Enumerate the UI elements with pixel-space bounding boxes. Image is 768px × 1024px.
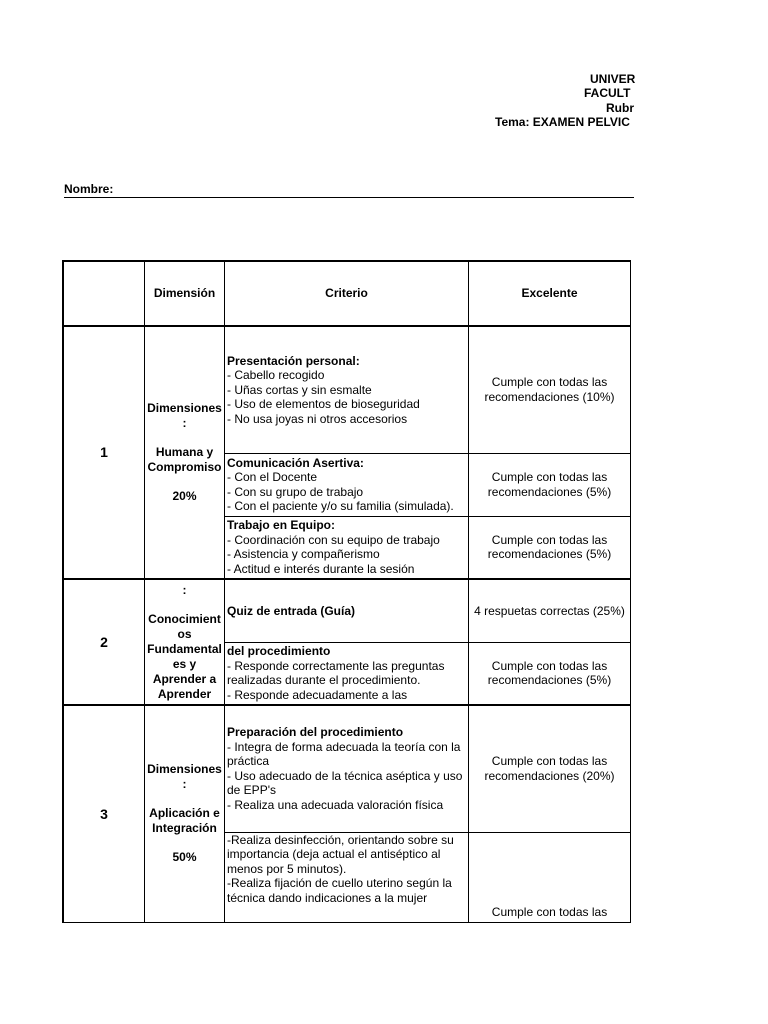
criterio-cell (225, 516, 469, 579)
criterio-title: Trabajo en Equipo: (227, 518, 336, 533)
criterio-cell (225, 642, 469, 705)
rubric-table (62, 260, 631, 923)
dimension-line: Fundamental (147, 641, 222, 656)
group-number: 3 (63, 705, 145, 922)
dimension-line: : (182, 777, 187, 792)
excelente-cell: Cumple con todas las (469, 832, 631, 922)
criterio-item: -Realiza desinfección, orientando sobre su importancia (deja actual el antiséptico al menos por 5 minutos). (227, 832, 454, 876)
group-number: 2 (63, 579, 145, 705)
dimension-line: Conocimient (148, 611, 221, 626)
criterio-item: - Integra de forma adecuada la teoría con la práctica (227, 739, 461, 769)
header-dimension: Dimensión (145, 261, 225, 326)
criterio-item: - Con su grupo de trabajo (227, 484, 364, 499)
excelente-cell: Cumple con todas las recomendaciones (20%) (469, 705, 631, 832)
dimension-percent: 50% (172, 850, 197, 865)
dimension-line: os (177, 626, 192, 641)
dimension-line: es y (172, 656, 197, 671)
criterio-title: del procedimiento (227, 644, 331, 659)
criterio-item: - Asistencia y compañerismo (227, 547, 380, 562)
table-row (63, 705, 631, 832)
criterio-item: - Responde correctamente las preguntas realizadas durante el procedimiento. (227, 658, 445, 688)
nombre-label: Nombre: (64, 182, 114, 196)
group-dimension (145, 579, 225, 705)
excelente-cell: Cumple con todas las recomendaciones (5%) (469, 516, 631, 579)
header-faculty: FACULT (584, 86, 631, 100)
excelente-cell: Cumple con todas las recomendaciones (5%) (469, 642, 631, 705)
dimension-line: Dimensiones (147, 401, 222, 415)
dimension-line: Humana y (155, 445, 214, 459)
criterio-item: - Responde adecuadamente a las (227, 687, 408, 702)
criterio-cell (225, 705, 469, 832)
criterio-item: - Con el paciente y/o su familia (simulada). (227, 499, 454, 513)
criterio-item: - Uso de elementos de bioseguridad (227, 397, 420, 411)
table-row (63, 326, 631, 453)
dimension-line: : (182, 416, 187, 430)
dimension-line: : (182, 582, 187, 597)
criterio-item: - Cabello recogido (227, 368, 325, 382)
excelente-cell: 4 respuetas correctas (25%) (469, 579, 631, 642)
table-row (63, 579, 631, 642)
criterio-title: Quiz de entrada (Guía) (227, 603, 356, 618)
header-rubric: Rubr (606, 101, 634, 115)
group-dimension (145, 705, 225, 922)
dimension-line: Aprender a (152, 671, 217, 686)
dimension-percent: 20% (172, 489, 197, 503)
criterio-cell (225, 579, 469, 642)
criterio-item: - Uñas cortas y sin esmalte (227, 382, 372, 397)
criterio-item: - Realiza una adecuada valoración física (227, 797, 444, 812)
nombre-underline (64, 197, 634, 198)
dimension-line: Aplicación e (149, 806, 220, 821)
criterio-item: - Uso adecuado de la técnica aséptica y uso de EPP's (227, 768, 463, 798)
criterio-item: - Actitud e interés durante la sesión (227, 561, 415, 576)
criterio-item: - No usa joyas ni otros accesorios (227, 411, 408, 426)
dimension-line: Dimensiones (147, 762, 222, 777)
excelente-cell: Cumple con todas las recomendaciones (5%) (469, 453, 631, 516)
group-number: 1 (63, 326, 145, 579)
criterio-cell (225, 326, 469, 453)
dimension-line: Aprender (157, 686, 212, 701)
criterio-title: Presentación personal: (227, 353, 360, 368)
header-topic: Tema: EXAMEN PELVIC (495, 115, 630, 129)
criterio-cell (225, 832, 469, 922)
excelente-cell: Cumple con todas las recomendaciones (10%) (469, 326, 631, 453)
table-header-row (63, 261, 631, 326)
dimension-line: Integración (152, 821, 217, 836)
header-number-cell (63, 261, 145, 326)
header-criterio: Criterio (225, 261, 469, 326)
group-dimension (145, 326, 225, 579)
criterio-title: Preparación del procedimiento (227, 725, 404, 740)
dimension-line: Compromiso (147, 460, 222, 474)
header-university: UNIVER (590, 72, 636, 86)
header-excelente: Excelente (469, 261, 631, 326)
criterio-title: Comunicación Asertiva: (227, 455, 364, 470)
criterio-item: - Con el Docente (227, 470, 318, 484)
criterio-item: -Realiza fijación de cuello uterino según la técnica dando indicaciones a la mujer (227, 876, 452, 905)
criterio-cell (225, 453, 469, 516)
criterio-item: - Coordinación con su equipo de trabajo (227, 532, 440, 547)
